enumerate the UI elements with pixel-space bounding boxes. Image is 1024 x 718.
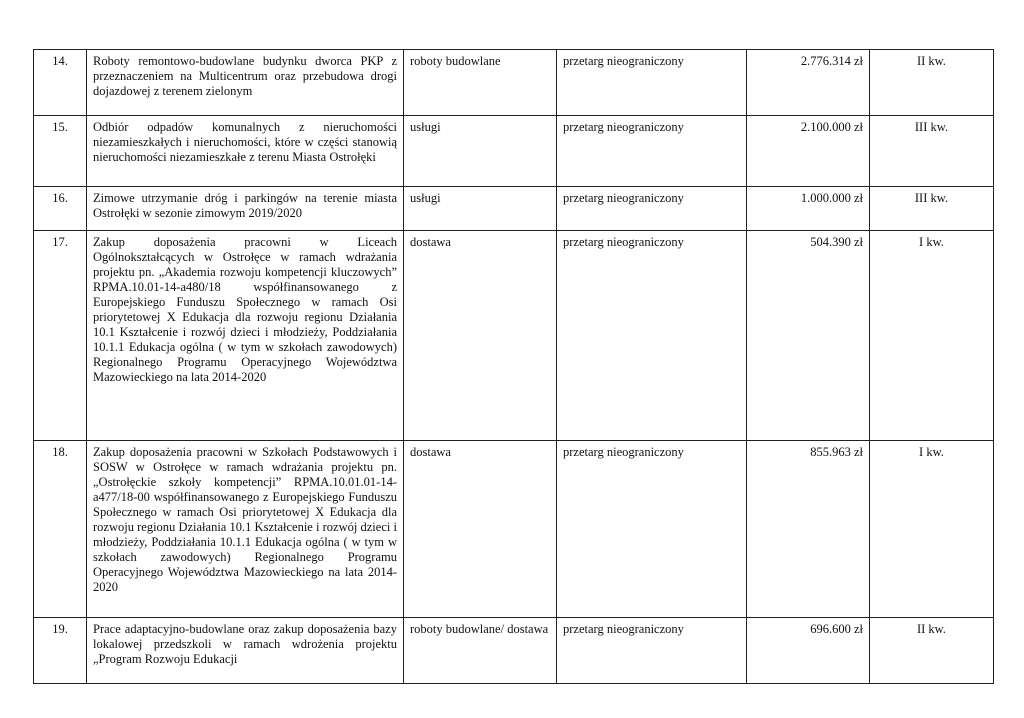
row-number: 17. [34, 231, 87, 441]
procurement-mode: przetarg nieograniczony [557, 231, 747, 441]
procurement-description: Zimowe utrzymanie dróg i parkingów na terenie miasta Ostrołęki w sezonie zimowym 2019/2020 [87, 187, 404, 231]
procurement-mode: przetarg nieograniczony [557, 116, 747, 187]
procurement-plan-table [33, 49, 994, 684]
procurement-type: usługi [404, 187, 557, 231]
row-number: 15. [34, 116, 87, 187]
row-number: 18. [34, 441, 87, 618]
planned-quarter: III kw. [870, 116, 994, 187]
table-row [34, 187, 994, 231]
estimated-value: 2.776.314 zł [747, 50, 870, 116]
procurement-type: roboty budowlane [404, 50, 557, 116]
table-row [34, 231, 994, 441]
estimated-value: 696.600 zł [747, 618, 870, 684]
table-row [34, 618, 994, 684]
planned-quarter: II kw. [870, 618, 994, 684]
procurement-type: roboty budowlane/ dostawa [404, 618, 557, 684]
procurement-type: usługi [404, 116, 557, 187]
procurement-description: Roboty remontowo-budowlane budynku dworca PKP z przeznaczeniem na Multicentrum oraz przebudowa drogi dojazdowej z terenem zielonym [87, 50, 404, 116]
table-row [34, 50, 994, 116]
estimated-value: 504.390 zł [747, 231, 870, 441]
row-number: 19. [34, 618, 87, 684]
estimated-value: 2.100.000 zł [747, 116, 870, 187]
procurement-description: Zakup doposażenia pracowni w Liceach Ogólnokształcących w Ostrołęce w ramach wdrażania projektu pn. „Akademia rozwoju kompetencji kluczowych” RPMA.10.01-14-a480/18 współfinansowanego z Europejskiego Funduszu Społecznego w ramach Osi priorytetowej X Edukacja dla rozwoju regionu Działania 10.1 Kształcenie i rozwój dzieci i młodzieży, Poddziałania 10.1.1 Edukacja ogólna ( w tym w szkołach zawodowych) Regionalnego Programu Operacyjnego Województwa Mazowieckiego na lata 2014-2020 [87, 231, 404, 441]
procurement-type: dostawa [404, 231, 557, 441]
procurement-mode: przetarg nieograniczony [557, 618, 747, 684]
planned-quarter: I kw. [870, 231, 994, 441]
row-number: 14. [34, 50, 87, 116]
procurement-description: Zakup doposażenia pracowni w Szkołach Podstawowych i SOSW w Ostrołęce w ramach wdrażania projektu pn. „Ostrołęckie szkoły kompetencji” RPMA.10.01.01-14-a477/18-00 współfinansowanego z Europejskiego Funduszu Społecznego w ramach Osi priorytetowej X Edukacja dla rozwoju regionu Działania 10.1 Kształcenie i rozwój dzieci i młodzieży, Poddziałania 10.1.1 Edukacja ogólna ( w tym w szkołach zawodowych) Regionalnego Programu Operacyjnego Województwa Mazowieckiego na lata 2014-2020 [87, 441, 404, 618]
planned-quarter: III kw. [870, 187, 994, 231]
procurement-description: Odbiór odpadów komunalnych z nieruchomości niezamieszkałych i nieruchomości, które w części stanowią nieruchomości niezamieszkałe z terenu Miasta Ostrołęki [87, 116, 404, 187]
procurement-description: Prace adaptacyjno-budowlane oraz zakup doposażenia bazy lokalowej przedszkoli w ramach wdrożenia projektu „Program Rozwoju Edukacji [87, 618, 404, 684]
planned-quarter: II kw. [870, 50, 994, 116]
estimated-value: 855.963 zł [747, 441, 870, 618]
procurement-mode: przetarg nieograniczony [557, 441, 747, 618]
planned-quarter: I kw. [870, 441, 994, 618]
procurement-type: dostawa [404, 441, 557, 618]
procurement-mode: przetarg nieograniczony [557, 187, 747, 231]
row-number: 16. [34, 187, 87, 231]
procurement-mode: przetarg nieograniczony [557, 50, 747, 116]
table-row [34, 441, 994, 618]
table-row [34, 116, 994, 187]
estimated-value: 1.000.000 zł [747, 187, 870, 231]
